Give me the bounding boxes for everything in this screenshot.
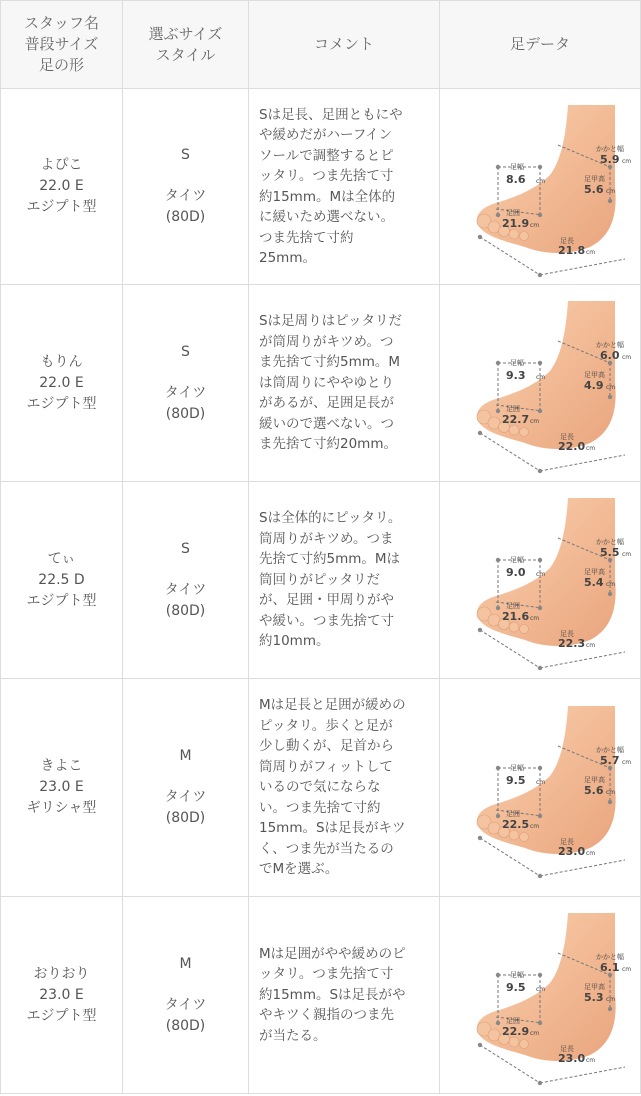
heel-value: 6.0 xyxy=(600,349,620,362)
measure-dot xyxy=(538,666,542,670)
girth-value: 22.9 xyxy=(502,1025,530,1038)
comment-line: ピッタリ。歩くと足が xyxy=(259,717,393,734)
length-label: 足長 xyxy=(560,1045,574,1053)
instep-value: 5.3 xyxy=(584,991,604,1004)
style-label: タイツ xyxy=(164,188,207,204)
unit-label: cm xyxy=(536,986,546,993)
measure-dot xyxy=(538,469,542,473)
foot-diagram xyxy=(450,490,630,670)
comment-cell xyxy=(249,285,440,482)
unit-label: cm xyxy=(606,788,616,796)
unit-label: cm xyxy=(586,1057,596,1064)
heel-value: 5.9 xyxy=(600,152,620,166)
chosen-size: S xyxy=(181,540,190,557)
foot-data-cell xyxy=(440,679,641,897)
width-label: 足幅 xyxy=(510,556,524,564)
unit-label: cm xyxy=(536,177,546,185)
comment-line: Sは足周りはピッタリだ xyxy=(259,313,403,330)
comment-line: ッタリ。つま先捨て寸 xyxy=(259,966,394,983)
comment-line: Sは足長、足囲ともにや xyxy=(259,106,403,123)
unit-label: cm xyxy=(536,571,546,578)
staff-cell xyxy=(1,679,123,897)
comment-line: Mは足長と足囲が緩めの xyxy=(259,697,406,714)
comment-cell xyxy=(249,89,440,285)
heel-label: かかと幅 xyxy=(596,538,624,546)
girth-label: 足囲 xyxy=(506,809,520,818)
table-row xyxy=(1,482,641,679)
table-row xyxy=(1,285,641,482)
toe-shape xyxy=(509,830,519,840)
staff-cell xyxy=(1,897,123,1094)
foot-shape: エジプト型 xyxy=(26,592,97,609)
girth-label: 足囲 xyxy=(506,602,520,610)
unit-label: cm xyxy=(606,187,616,195)
measure-dot xyxy=(538,212,542,216)
measure-dot xyxy=(538,1081,542,1085)
measure-line xyxy=(540,860,625,876)
measure-dot xyxy=(538,361,542,365)
header-foot-data: 足データ xyxy=(440,1,641,89)
chosen-size: M xyxy=(179,748,192,764)
staff-name: おりおり xyxy=(33,965,90,982)
instep-value: 5.4 xyxy=(584,576,604,589)
usual-size: 22.0 E xyxy=(39,178,84,194)
denier-label: (80D) xyxy=(165,405,206,422)
staff-cell xyxy=(1,482,123,679)
usual-size: 22.5 D xyxy=(38,571,85,588)
staff-name: てぃ xyxy=(47,550,76,567)
toe-shape xyxy=(509,1037,519,1047)
staff-name: もりん xyxy=(40,353,83,370)
length-value: 22.0 xyxy=(558,440,586,453)
instep-label: 足甲高 xyxy=(584,174,605,183)
measure-dot xyxy=(496,361,500,365)
foot-shape: エジプト型 xyxy=(26,395,97,412)
style-label: タイツ xyxy=(164,581,207,598)
toe-shape xyxy=(509,425,519,435)
width-value: 9.5 xyxy=(506,981,526,994)
girth-value: 21.9 xyxy=(502,216,530,230)
usual-size: 22.0 E xyxy=(39,374,84,391)
measure-dot xyxy=(496,606,500,610)
measure-dot xyxy=(538,558,542,562)
width-label: 足幅 xyxy=(510,971,524,979)
toe-shape xyxy=(488,822,500,834)
instep-value: 5.6 xyxy=(584,182,604,196)
style-label: タイツ xyxy=(164,384,207,401)
unit-label: cm xyxy=(622,758,632,766)
header-size-line: 選ぶサイズ xyxy=(148,24,223,43)
measure-dot xyxy=(496,558,500,562)
header-size-line: スタイル xyxy=(155,45,216,64)
foot-diagram xyxy=(450,905,630,1085)
measure-dot xyxy=(496,409,500,413)
chosen-size: S xyxy=(181,343,190,360)
unit-label: cm xyxy=(622,354,632,361)
comment-line: 緩いので選べない。つ xyxy=(259,415,394,432)
instep-label: 足甲高 xyxy=(584,983,605,991)
comment-line: が、足囲・甲周りがや xyxy=(259,592,394,609)
chosen-size: S xyxy=(181,147,190,163)
comment-line: に緩いため選べない。 xyxy=(259,209,394,225)
toe-shape xyxy=(520,625,529,634)
measure-dot xyxy=(538,973,542,977)
toe-shape xyxy=(520,231,529,240)
unit-label: cm xyxy=(586,849,596,857)
width-label: 足幅 xyxy=(510,763,524,772)
staff-cell xyxy=(1,89,123,285)
measure-dot xyxy=(608,592,612,596)
girth-value: 21.6 xyxy=(502,610,530,623)
instep-value: 5.6 xyxy=(584,783,604,797)
unit-label: cm xyxy=(586,445,596,452)
girth-label: 足囲 xyxy=(506,208,520,217)
unit-label: cm xyxy=(606,384,616,391)
unit-label: cm xyxy=(622,157,632,165)
foot-data-cell xyxy=(440,482,641,679)
comment-line: く、つま先が当たるの xyxy=(259,840,394,857)
toe-shape xyxy=(520,1040,529,1049)
measure-dot xyxy=(538,873,542,877)
comment-line: ッタリ。つま先捨て寸 xyxy=(259,168,394,184)
unit-label: cm xyxy=(536,778,546,786)
usual-size: 23.0 E xyxy=(39,986,84,1003)
toe-shape xyxy=(520,832,529,841)
denier-label: (80D) xyxy=(165,602,206,619)
foot-data-cell xyxy=(440,285,641,482)
foot-data-cell xyxy=(440,89,641,285)
measure-dot xyxy=(608,799,612,803)
foot-diagram xyxy=(450,698,630,878)
toe-shape xyxy=(488,417,500,429)
measure-dot xyxy=(608,198,612,202)
width-label: 足幅 xyxy=(510,359,524,367)
chosen-size: M xyxy=(179,955,192,972)
unit-label: cm xyxy=(606,581,616,588)
girth-value: 22.7 xyxy=(502,413,530,426)
header-staff-line: 足の形 xyxy=(38,56,84,74)
header-staff-line: スタッフ名 xyxy=(23,14,99,32)
toe-shape xyxy=(488,1029,500,1041)
comment-line: 筒周りがフィットして xyxy=(259,758,393,775)
measure-dot xyxy=(496,813,500,817)
unit-label: cm xyxy=(530,822,540,830)
header-staff-line: 普段サイズ xyxy=(24,35,99,53)
length-value: 22.3 xyxy=(558,637,586,650)
girth-label: 足囲 xyxy=(506,405,520,413)
unit-label: cm xyxy=(530,615,540,622)
comment-line: ま先捨て寸約5mm。M xyxy=(259,354,401,371)
comment-cell xyxy=(249,482,440,679)
measure-line xyxy=(540,455,625,471)
header-size xyxy=(123,1,249,89)
comment-line: や緩い。つま先捨て寸 xyxy=(259,612,394,629)
comment-line: 15mm。Sは足長がキツ xyxy=(259,820,406,837)
staff-name: きよこ xyxy=(40,758,83,774)
measure-dot xyxy=(478,431,482,435)
staff-cell xyxy=(1,285,123,482)
comment-line: が筒周りがキツめ。つ xyxy=(259,333,394,350)
measure-dot xyxy=(496,212,500,216)
comment-line: でMを選ぶ。 xyxy=(259,861,339,878)
denier-label: (80D) xyxy=(165,1017,206,1034)
heel-label: かかと幅 xyxy=(596,341,624,349)
unit-label: cm xyxy=(586,248,596,256)
unit-label: cm xyxy=(622,551,632,558)
length-value: 23.0 xyxy=(558,844,586,858)
unit-label: cm xyxy=(586,642,596,649)
width-value: 9.3 xyxy=(506,369,526,382)
denier-label: (80D) xyxy=(165,810,206,826)
girth-value: 22.5 xyxy=(502,817,530,831)
measure-dot xyxy=(538,272,542,276)
instep-label: 足甲高 xyxy=(584,568,605,576)
measure-dot xyxy=(608,395,612,399)
comment-line: やキツく親指のつま先 xyxy=(259,1007,394,1024)
toe-shape xyxy=(509,622,519,632)
instep-value: 4.9 xyxy=(584,379,604,392)
style-label: タイツ xyxy=(164,996,207,1013)
length-value: 21.8 xyxy=(558,243,586,257)
measure-dot xyxy=(478,234,482,238)
length-label: 足長 xyxy=(560,837,574,846)
width-value: 8.6 xyxy=(506,172,526,186)
comment-line: 約15mm。Mは全体的 xyxy=(259,188,396,205)
measure-line xyxy=(540,1067,625,1083)
comment-line: Mは足囲がやや緩めのピ xyxy=(259,945,406,962)
measure-line xyxy=(540,259,625,275)
table-row xyxy=(1,89,641,285)
girth-label: 足囲 xyxy=(506,1017,520,1025)
measure-dot xyxy=(538,164,542,168)
comment-line: 約15mm。Sは足長がや xyxy=(259,986,406,1003)
width-value: 9.0 xyxy=(506,566,526,579)
toe-shape xyxy=(509,229,519,239)
size-cell xyxy=(123,897,249,1094)
foot-data-cell xyxy=(440,897,641,1094)
comment-cell xyxy=(249,679,440,897)
comment-line: ソールで調整するとピ xyxy=(259,147,394,164)
comment-line: が当たる。 xyxy=(259,1027,327,1044)
comment-line: や緩めだがハーフイン xyxy=(259,127,393,143)
heel-value: 5.5 xyxy=(600,546,620,559)
comment-line: 筒周りがキツめ。つま xyxy=(259,530,394,547)
unit-label: cm xyxy=(606,996,616,1003)
measure-dot xyxy=(538,409,542,413)
measure-dot xyxy=(496,973,500,977)
comment-line: 25mm。 xyxy=(259,250,316,266)
unit-label: cm xyxy=(530,418,540,425)
foot-diagram xyxy=(450,97,630,277)
instep-label: 足甲高 xyxy=(584,775,605,784)
comment-line: つま先捨て寸約 xyxy=(259,229,354,246)
measure-dot xyxy=(478,835,482,839)
measure-dot xyxy=(538,1021,542,1025)
table-row xyxy=(1,679,641,897)
heel-label: かかと幅 xyxy=(596,953,624,961)
unit-label: cm xyxy=(530,1030,540,1037)
unit-label: cm xyxy=(530,221,540,229)
foot-shape: エジプト型 xyxy=(26,199,97,215)
size-cell xyxy=(123,482,249,679)
width-label: 足幅 xyxy=(510,162,524,171)
denier-label: (80D) xyxy=(165,209,206,225)
measure-dot xyxy=(496,1021,500,1025)
comment-line: 約10mm。 xyxy=(259,633,330,650)
comment-line: いるので気にならな xyxy=(259,779,381,796)
comment-line: 少し動くが、足首から xyxy=(259,738,394,755)
heel-value: 5.7 xyxy=(600,753,620,767)
comment-line: ま先捨て寸約20mm。 xyxy=(259,436,397,453)
width-value: 9.5 xyxy=(506,773,526,787)
toe-shape xyxy=(488,614,500,626)
measure-dot xyxy=(496,765,500,769)
comment-line: 筒回りがピッタリだ xyxy=(259,571,380,588)
header-staff xyxy=(1,1,123,89)
comment-line: があるが、足囲足長が xyxy=(259,395,394,412)
foot-diagram xyxy=(450,293,630,473)
unit-label: cm xyxy=(536,374,546,381)
instep-label: 足甲高 xyxy=(584,371,605,379)
length-label: 足長 xyxy=(560,630,574,638)
usual-size: 23.0 E xyxy=(39,779,84,795)
staff-name: よぴこ xyxy=(40,157,83,173)
length-label: 足長 xyxy=(560,236,574,245)
style-label: タイツ xyxy=(164,789,207,805)
toe-shape xyxy=(520,428,529,437)
comment-line: Sは全体的にピッタリ。 xyxy=(259,510,402,527)
measure-dot xyxy=(478,1043,482,1047)
heel-value: 6.1 xyxy=(600,961,620,974)
measure-dot xyxy=(538,606,542,610)
comment-cell xyxy=(249,897,440,1094)
header-comment: コメント xyxy=(249,1,440,89)
foot-shape: エジプト型 xyxy=(26,1007,97,1024)
size-cell xyxy=(123,89,249,285)
measure-dot xyxy=(608,1007,612,1011)
comment-line: は筒周りにややゆとり xyxy=(259,374,394,391)
measure-dot xyxy=(538,813,542,817)
size-cell xyxy=(123,285,249,482)
length-value: 23.0 xyxy=(558,1052,586,1065)
unit-label: cm xyxy=(622,966,632,973)
measure-dot xyxy=(538,765,542,769)
measure-dot xyxy=(496,164,500,168)
size-cell xyxy=(123,679,249,897)
comment-line: 先捨て寸約5mm。Mは xyxy=(259,551,401,568)
measure-dot xyxy=(478,628,482,632)
heel-label: かかと幅 xyxy=(596,144,624,153)
table-row xyxy=(1,897,641,1094)
header-row xyxy=(1,1,641,89)
foot-shape: ギリシャ型 xyxy=(26,800,97,816)
heel-label: かかと幅 xyxy=(596,745,624,754)
measure-line xyxy=(540,652,625,668)
length-label: 足長 xyxy=(560,433,574,441)
comment-line: い。つま先捨て寸約 xyxy=(259,799,381,816)
toe-shape xyxy=(488,221,500,233)
